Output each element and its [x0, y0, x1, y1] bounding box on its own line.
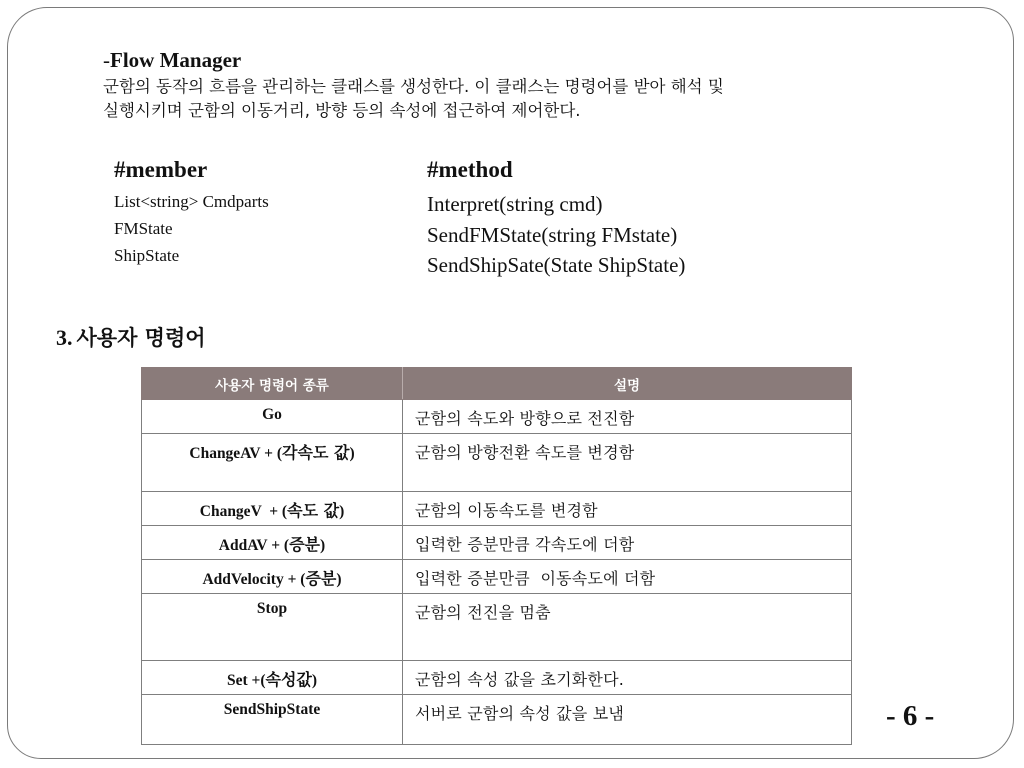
member-list [114, 188, 269, 269]
description-cell: 군함의 전진을 멈춤 [403, 594, 852, 661]
command-close: ) [311, 672, 318, 689]
command-name: Set +( [226, 672, 266, 689]
section-title-text: 사용자 명령어 [76, 326, 206, 350]
command-close: ) [349, 445, 355, 462]
class-heading [103, 48, 241, 73]
section-title [56, 322, 206, 352]
member-heading: #member [114, 157, 208, 182]
table-row [142, 492, 852, 526]
command-name: ChangeAV + ( [189, 445, 283, 462]
description-line-2: 실행시키며 군함의 이동거리, 방향 등의 속성에 접근하여 제어한다. [103, 101, 581, 120]
description-cell: 군함의 이동속도를 변경함 [403, 492, 852, 526]
command-cell [142, 526, 403, 560]
command-name: SendShipState [223, 701, 321, 718]
column-header-description: 설명 [403, 368, 852, 400]
member-item: FMState [114, 219, 173, 238]
command-argument: 증분 [305, 569, 337, 588]
table-row [142, 695, 852, 745]
table-row [142, 400, 852, 434]
method-heading: #method [427, 157, 513, 182]
command-cell [142, 594, 403, 661]
table-row [142, 560, 852, 594]
command-argument: 각속도 값 [282, 443, 350, 462]
section-number: 3. [56, 325, 73, 350]
command-argument: 속도 값 [287, 501, 340, 520]
command-name: AddVelocity + ( [202, 571, 306, 588]
description-cell: 군함의 속성 값을 초기화한다. [403, 661, 852, 695]
command-close: ) [320, 537, 326, 554]
command-cell [142, 434, 403, 492]
description-cell: 군함의 방향전환 속도를 변경함 [403, 434, 852, 492]
table-row [142, 661, 852, 695]
command-argument: 속성값 [265, 670, 312, 689]
heading-dash: - [103, 48, 110, 72]
command-argument: 증분 [289, 535, 321, 554]
command-name: Stop [256, 600, 288, 617]
method-list [427, 189, 685, 281]
command-name: Go [262, 406, 282, 423]
command-cell [142, 400, 403, 434]
description-line-1: 군함의 동작의 흐름을 관리하는 클래스를 생성한다. 이 클래스는 명령어를 받아 해석 및 [103, 77, 724, 96]
command-close: ) [339, 503, 345, 520]
description-cell: 입력한 증분만큼 각속도에 더함 [403, 526, 852, 560]
column-header-command: 사용자 명령어 종류 [142, 368, 403, 400]
command-close: ) [336, 571, 342, 588]
command-cell [142, 492, 403, 526]
table-row [142, 526, 852, 560]
command-cell [142, 661, 403, 695]
table-header-row [142, 368, 852, 400]
page-number: - 6 - [886, 700, 935, 732]
description-cell: 서버로 군함의 속성 값을 보냄 [403, 695, 852, 745]
description-cell: 군함의 속도와 방향으로 전진함 [403, 400, 852, 434]
command-cell [142, 560, 403, 594]
command-cell [142, 695, 403, 745]
method-item: SendFMState(string FMstate) [427, 222, 678, 247]
table-row [142, 594, 852, 661]
member-item: List<string> Cmdparts [114, 192, 269, 211]
command-name: ChangeV + ( [199, 503, 288, 520]
command-table [141, 367, 852, 745]
table-row [142, 434, 852, 492]
method-item: Interpret(string cmd) [427, 192, 603, 216]
command-name: AddAV + ( [218, 537, 290, 554]
heading-title: Flow Manager [110, 48, 242, 72]
description-cell: 입력한 증분만큼 이동속도에 더함 [403, 560, 852, 594]
class-description [103, 75, 883, 123]
member-item: ShipState [114, 246, 180, 265]
method-item: SendShipSate(State ShipState) [427, 253, 686, 277]
